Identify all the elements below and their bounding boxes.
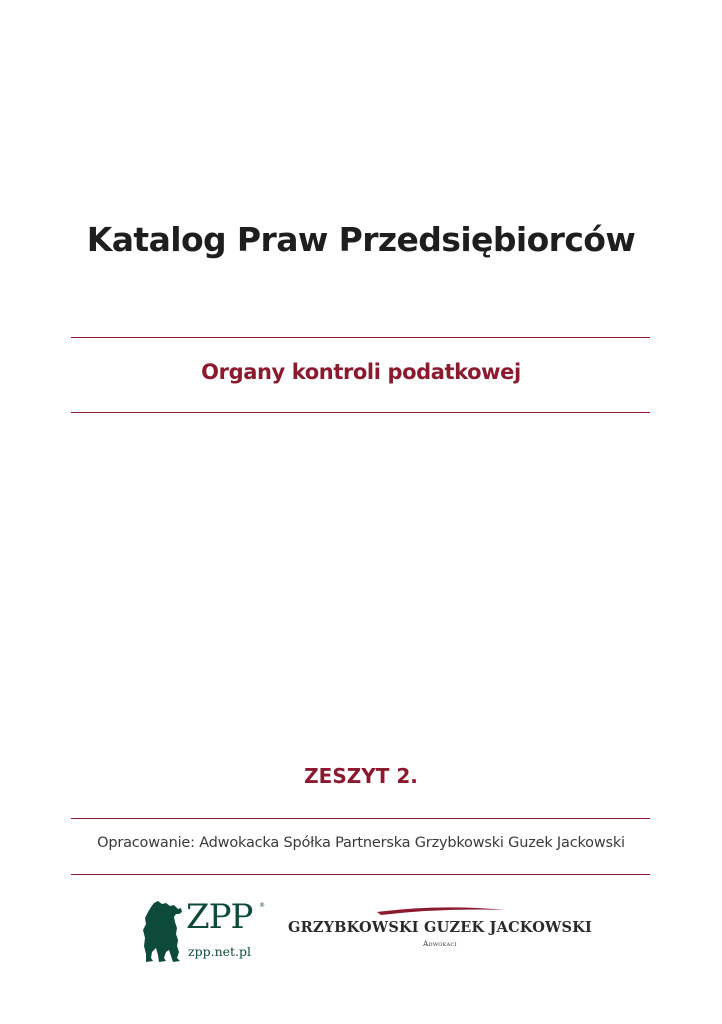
zpp-wordmark: ZPP (186, 897, 253, 937)
prepared-by: Opracowanie: Adwokacka Spółka Partnerska Grzybkowski Guzek Jackowski (97, 835, 625, 851)
divider-subtitle-bottom (71, 412, 650, 413)
document-subtitle: Organy kontroli podatkowej (201, 360, 521, 384)
bear-icon (140, 900, 184, 964)
divider-prepared-top (71, 818, 650, 819)
law-firm-tagline: Adwokaci (423, 940, 457, 948)
zpp-logo (140, 898, 270, 966)
law-firm-logo (285, 906, 595, 958)
registered-mark: ® (259, 902, 265, 909)
law-firm-name: GRZYBKOWSKI GUZEK JACKOWSKI (287, 919, 592, 936)
swoosh-icon (377, 906, 505, 916)
document-title: Katalog Praw Przedsiębiorców (86, 220, 636, 259)
divider-top (71, 337, 650, 338)
zpp-url: zpp.net.pl (188, 944, 252, 959)
issue-number: ZESZYT 2. (304, 764, 418, 788)
divider-prepared-bottom (71, 874, 650, 875)
